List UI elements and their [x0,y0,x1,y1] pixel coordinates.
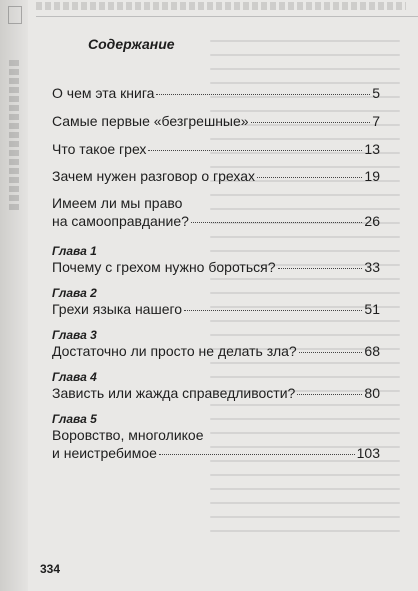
running-header-bleed [36,0,418,17]
chapter-label: Глава 3 [52,328,97,342]
chapter-label: Глава 2 [52,286,97,300]
toc-entry [52,140,380,158]
entry-title-line: на самооправдание? [52,213,189,229]
entry-page: 33 [364,259,380,275]
entry-page: 19 [364,168,380,184]
entry-page: 51 [364,301,380,317]
entry-title: О чем эта книга [52,85,155,101]
toc-entry [52,84,380,102]
toc-entry [52,194,380,230]
entry-title: Зачем нужен разговор о грехах [52,168,256,184]
entry-page: 26 [364,213,380,229]
toc-entry [52,112,380,130]
toc-entry [52,328,380,360]
entry-page: 5 [372,85,380,101]
entry-title-line: Имеем ли мы право [52,195,183,211]
toc-entry [52,286,380,318]
entry-title-line: Воровство, многоликое [52,427,204,443]
page-title: Содержание [88,36,175,52]
entry-page: 7 [372,113,380,129]
entry-page: 13 [364,141,380,157]
table-of-contents [52,36,380,462]
toc-entry [52,244,380,276]
entry-page: 68 [364,343,380,359]
chapter-label: Глава 4 [52,370,97,384]
entry-title: Достаточно ли просто не делать зла? [52,343,297,359]
entry-title: Самые первые «безгрешные» [52,113,249,129]
spine-bleed-text [9,60,19,210]
toc-entry [52,370,380,402]
book-spine [0,0,28,591]
entry-page: 103 [356,445,380,461]
entry-title: Зависть или жажда справедливости? [52,385,296,401]
entry-title-line: и неистребимое [52,445,157,461]
chapter-label: Глава 5 [52,412,97,426]
toc-entry [52,167,380,185]
page-number: 334 [40,562,61,576]
entry-title: Что такое грех [52,141,147,157]
spine-mark [8,6,22,24]
chapter-label: Глава 1 [52,244,97,258]
entry-title: Почему с грехом нужно бороться? [52,259,276,275]
toc-entry [52,412,380,462]
entry-page: 80 [364,385,380,401]
entry-title: Грехи языка нашего [52,301,183,317]
